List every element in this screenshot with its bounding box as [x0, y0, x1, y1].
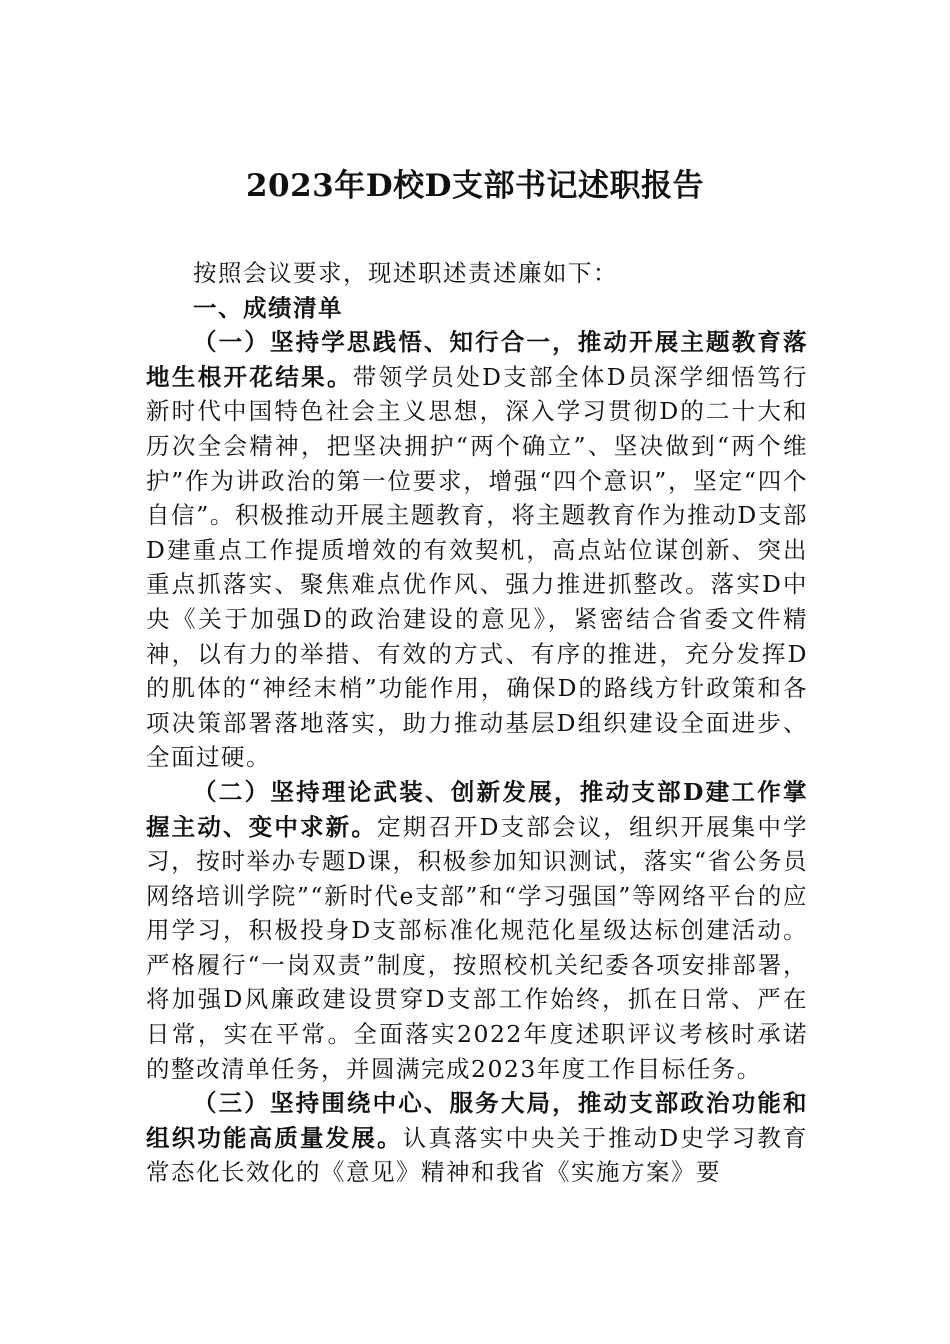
paragraph-3-lead: （三）坚持围绕中心、服务大局，推动支部政治功能和组织功能高质量发展。 [146, 1089, 808, 1152]
paragraph-2-body: 定期召开D支部会议，组织开展集中学习，按时举办专题D课，积极参加知识测试，落实“省公务员网络培训学院”“新时代e支部”和“学习强国”等网络平台的应用学习，积极投身D支部标准化规范化星级达标创建活动。严格履行“一岗双责”制度，按照校机关纪委各项安排部署，将加强D风廉政建设贯穿D支部工作始终，抓在日常、严在日常，实在平常。全面落实2022年度述职评议考核时承诺的整改清单任务，并圆满完成2023年度工作目标任务。 [146, 812, 809, 1083]
document-body [146, 256, 808, 1190]
paragraph-1 [146, 325, 808, 775]
document-title: 2023年D校D支部书记述职报告 [245, 168, 705, 204]
section-heading: 一、成绩清单 [193, 293, 343, 322]
paragraph-2-lead: （二）坚持理论武装、创新发展，推动支部D建工作掌握主动、变中求新。 [146, 777, 808, 841]
paragraph-3-body: 认真落实中央关于推动D史学习教育常态化长效化的《意见》精神和我省《实施方案》要 [146, 1123, 809, 1187]
paragraph-2 [146, 775, 808, 1086]
paragraph-1-lead: （一）坚持学思践悟、知行合一，推动开展主题教育落地生根开花结果。 [146, 328, 808, 391]
paragraph-3 [146, 1086, 808, 1190]
intro-paragraph: 按照会议要求，现述职述责述廉如下： [193, 259, 618, 287]
paragraph-1-body: 带领学员处D支部全体D员深学细悟笃行新时代中国特色社会主义思想，深入学习贯彻D的二十大和历次全会精神，把坚决拥护“两个确立”、坚决做到“两个维护”作为讲政治的第一位要求，增强“四个意识”，坚定“四个自信”。积极推动开展主题教育，将主题教育作为推动D支部D建重点工作提质增效的有效契机，高点站位谋创新、突出重点抓落实、聚焦难点优作风、强力推进抓整改。落实D中央《关于加强D的政治建设的意见》，紧密结合省委文件精神，以有力的举措、有效的方式、有序的推进，充分发挥D的肌体的“神经末梢”功能作用，确保D的路线方针政策和各项决策部署落地落实，助力推动基层D组织建设全面进步、全面过硬。 [146, 362, 809, 772]
